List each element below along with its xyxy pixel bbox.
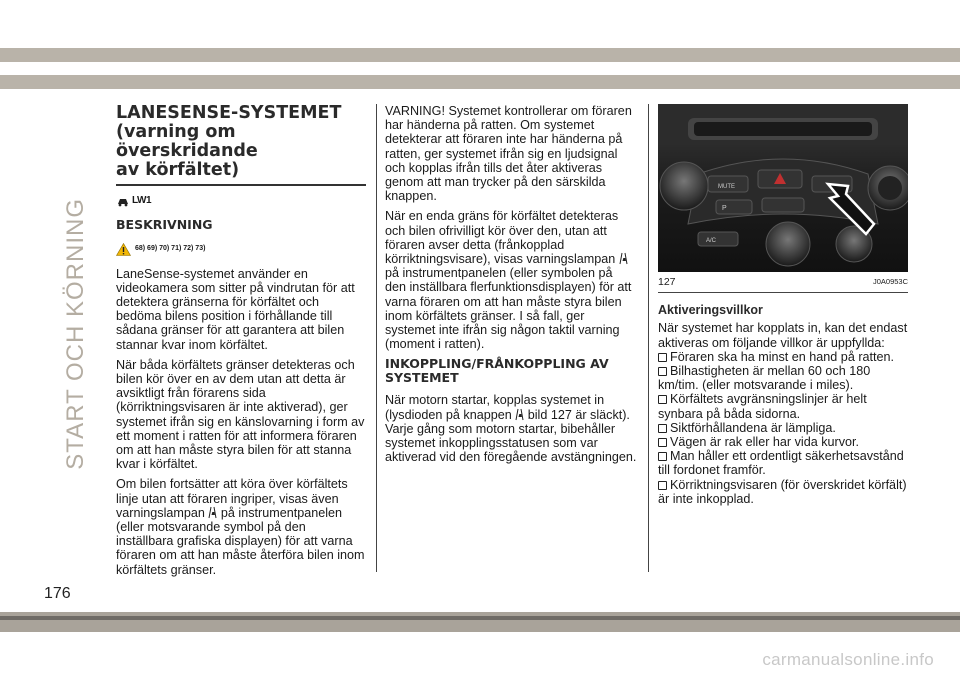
list-item [658, 392, 908, 420]
list-item [658, 421, 908, 435]
section-tab-label: START OCH KÖRNING [62, 198, 89, 470]
list-item-text: Siktförhållandena är lämpliga. [670, 420, 836, 435]
list-item-text: Föraren ska ha minst en hand på ratten. [670, 349, 895, 364]
section-title [116, 104, 366, 180]
conditions-heading: Aktiveringsvillkor [658, 303, 763, 318]
list-item-text: Bilhastigheten är mellan 60 och 180 km/tim. (eller motsvarande i miles). [658, 364, 871, 393]
list-item-text: Körriktningsvisaren (för överskridet körfält) är inte inkopplad. [658, 477, 907, 506]
checkbox-bullet-icon [658, 367, 667, 376]
paragraph [385, 209, 637, 351]
paragraph [116, 477, 366, 576]
paragraph-text: på instrumentpanelen (eller motsvarande symbol på den inställbara grafiska displayen) för att varna föraren om att han måste återföra bilen inom körfältets gränser. [116, 505, 365, 577]
paragraph: När båda körfältets gränser detekteras och bilen kör över en av dem utan att detta är avsiktligt från förarens sida (körriktningsvisaren är inte aktiverad), ger systemet ifrån sig en känslovarning i form av ett moment i ratten för att informera föraren om att han måste styra bilen för att stanna kvar i körfältet. [116, 357, 365, 472]
warning-references [116, 242, 366, 256]
page-number: 176 [44, 585, 71, 602]
column-1 [116, 104, 366, 583]
lane-warning-badge [116, 194, 366, 208]
list-item [658, 364, 908, 392]
title-rule [116, 184, 366, 186]
figure-caption [658, 275, 908, 289]
list-item [658, 449, 908, 477]
header-band-lower [0, 75, 960, 89]
list-item-text: Vägen är rak eller har vida kurvor. [670, 435, 859, 450]
checkbox-bullet-icon [658, 395, 667, 404]
footer-band [0, 612, 960, 632]
warning-ref-numbers: 68) 69) 70) 71) 72) 73) [135, 245, 206, 253]
activation-heading: INKOPPLING/FRÅNKOPPLING AV SYSTEMET [385, 356, 609, 386]
title-line: (varning om överskridande [116, 122, 258, 161]
paragraph-text: på instrumentpanelen (eller symbolen på den inställbara flerfunktionsdisplayen) för att varna föraren om att han måste styra bilen inom körfältets gränser. I så fall, ger systemet inte ifrån sig någon taktil varning (moment i ratten). [385, 266, 632, 352]
lane-warning-code: LW1 [132, 195, 152, 206]
figure-number: 127 [658, 276, 676, 288]
list-item [658, 478, 908, 506]
paragraph [385, 393, 637, 464]
lane-departure-icon [515, 408, 524, 421]
title-line: LANESENSE-SYSTEMET [116, 103, 342, 123]
column-3 [658, 104, 908, 506]
paragraph-text: När en enda gräns för körfältet detekteras och bilen ofrivilligt kör över den, utan att föraren avser detta (frånkopplad körriktningsvisare), visas varningslampan [385, 209, 619, 267]
dashboard-illustration [658, 104, 908, 272]
conditions-list [658, 350, 908, 506]
checkbox-bullet-icon [658, 481, 667, 490]
park-label: P [722, 205, 727, 212]
lane-departure-icon [208, 506, 217, 519]
checkbox-bullet-icon [658, 424, 667, 433]
description-heading: BESKRIVNING [116, 217, 213, 233]
list-item [658, 350, 908, 364]
paragraph-text: När motorn startar, kopplas systemet in (lysdioden på knappen [385, 393, 605, 422]
column-divider [648, 104, 649, 572]
lane-departure-icon [619, 252, 628, 265]
checkbox-bullet-icon [658, 438, 667, 447]
car-lane-icon [116, 195, 130, 207]
list-item-text: Man håller ett ordentligt säkerhetsavstånd till fordonet framför. [658, 449, 904, 478]
caption-rule [658, 292, 908, 293]
mute-label: MUTE [718, 184, 735, 190]
warning-triangle-icon [116, 243, 131, 256]
checkbox-bullet-icon [658, 353, 667, 362]
figure-code: J0A0953C [872, 277, 908, 286]
title-line: av körfältet) [116, 160, 240, 180]
paragraph-text: bild 127 är släckt). Varje gång som motorn startar, bibehåller systemet inkopplingsstatusen som var aktiverad vid den föregående avstängningen. [385, 407, 637, 465]
paragraph: VARNING! Systemet kontrollerar om föraren har händerna på ratten. Om systemet detekterar att föraren inte har händerna på ratten, ger systemet ifrån sig en ljudsignal och kopplas ifrån tills det åter aktiveras genom att man trycker på den särskilda knappen. [385, 104, 632, 204]
list-item [658, 435, 908, 449]
footer-band-line [0, 616, 960, 620]
dashboard-photo [658, 104, 908, 272]
watermark: carmanualsonline.info [762, 650, 934, 669]
paragraph: LaneSense-systemet använder en videokamera som sitter på vindrutan för att detektera gränserna för körfältet och bedöma bilens position i förhållande till sådana gränser för att garantera att bilen stannar kvar inom körfältet. [116, 266, 355, 352]
column-2 [385, 104, 637, 470]
ac-label: A/C [706, 238, 717, 244]
checkbox-bullet-icon [658, 452, 667, 461]
column-divider [376, 104, 377, 572]
paragraph-text: Om bilen fortsätter att köra över körfältets linje utan att föraren ingriper, visas även varningslampan [116, 477, 348, 520]
section-tab [60, 104, 92, 564]
header-band [0, 48, 960, 62]
conditions-intro: När systemet har kopplats in, kan det endast aktiveras om följande villkor är uppfyllda: [658, 321, 908, 350]
list-item-text: Körfältets avgränsningslinjer är helt synbara på båda sidorna. [658, 392, 867, 421]
